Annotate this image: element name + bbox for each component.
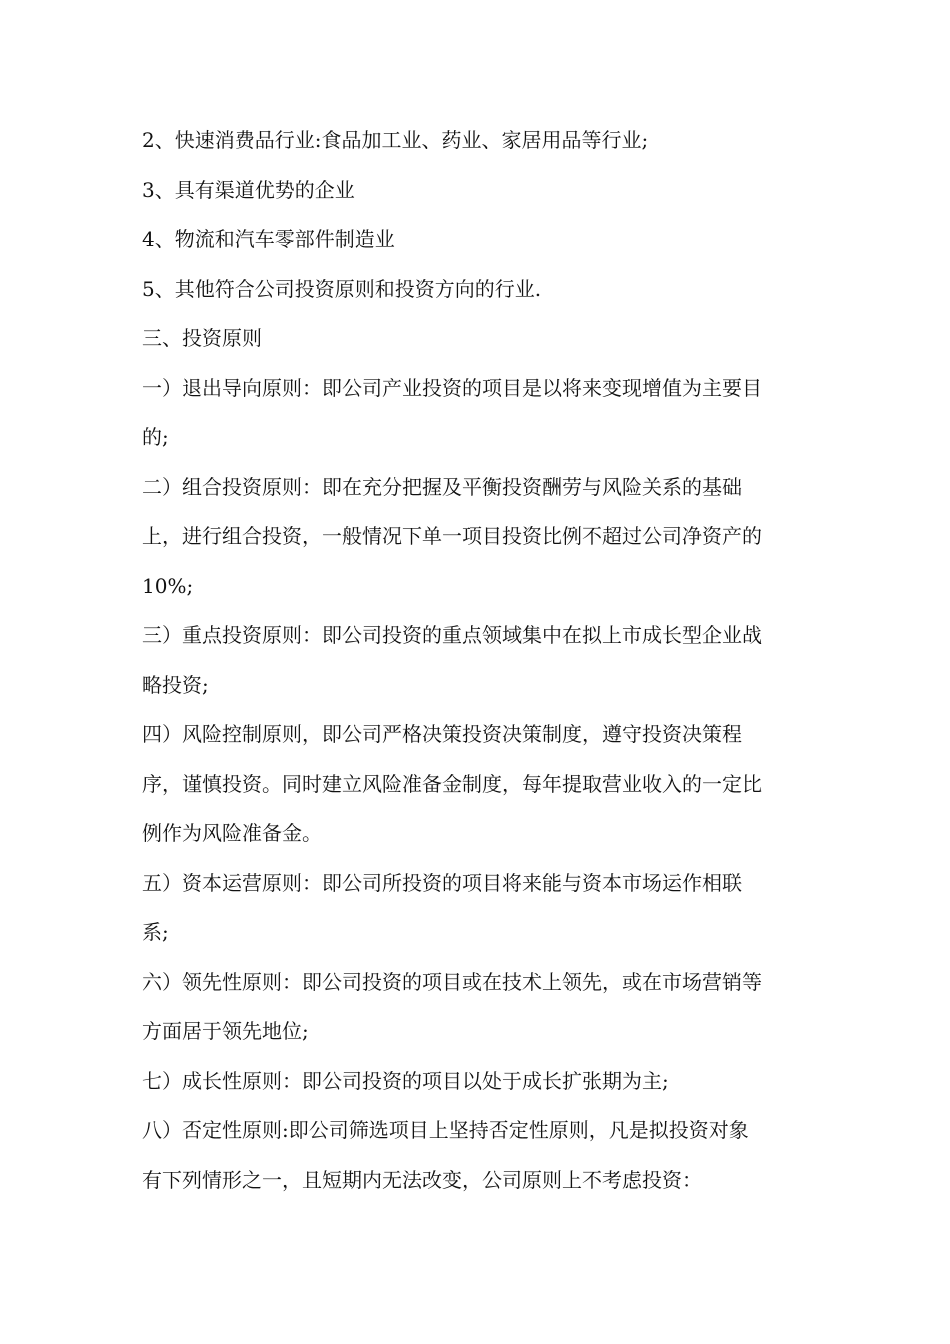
principle-leading-line-1: 六）领先性原则：即公司投资的项目或在技术上领先，或在市场营销等	[142, 969, 762, 994]
principle-exit-oriented-line-1: 一）退出导向原则：即公司产业投资的项目是以将来变现增值为主要目	[142, 375, 762, 400]
principle-growth: 七）成长性原则：即公司投资的项目以处于成长扩张期为主;	[142, 1068, 669, 1093]
principle-focus-line-1: 三）重点投资原则：即公司投资的重点领域集中在拟上市成长型企业战	[142, 623, 762, 647]
principle-portfolio-line-1: 二）组合投资原则：即在充分把握及平衡投资酬劳与风险关系的基础	[142, 474, 742, 499]
list-item-other-industries: 5、其他符合公司投资原则和投资方向的行业.	[142, 276, 542, 301]
list-item-channel-advantage: 3、具有渠道优势的企业	[142, 177, 355, 202]
list-item-logistics-auto-parts: 4、物流和汽车零部件制造业	[142, 227, 395, 251]
principle-focus-line-2: 略投资;	[142, 672, 209, 697]
principle-exit-oriented-line-2: 的;	[142, 425, 169, 449]
principle-negative-line-2: 有下列情形之一，且短期内无法改变，公司原则上不考虑投资：	[142, 1167, 702, 1192]
principle-portfolio-line-2: 上，进行组合投资，一般情况下单一项目投资比例不超过公司净资产的	[142, 524, 762, 548]
list-item-fmcg-industry: 2、快速消费品行业:食品加工业、药业、家居用品等行业;	[142, 128, 649, 152]
principle-portfolio-line-3: 10%;	[142, 573, 194, 598]
principle-risk-control-line-3: 例作为风险准备金。	[142, 821, 322, 845]
principle-risk-control-line-1: 四）风险控制原则，即公司严格决策投资决策制度，遵守投资决策程	[142, 722, 742, 746]
section-heading-investment-principles: 三、投资原则	[142, 326, 262, 350]
principle-negative-line-1: 八）否定性原则:即公司筛选项目上坚持否定性原则，凡是拟投资对象	[142, 1118, 749, 1142]
principle-capital-operation-line-1: 五）资本运营原则：即公司所投资的项目将来能与资本市场运作相联	[142, 870, 742, 895]
principle-capital-operation-line-2: 系;	[142, 920, 169, 944]
document-body	[142, 116, 812, 1205]
principle-leading-line-2: 方面居于领先地位;	[142, 1019, 309, 1043]
principle-risk-control-line-2: 序，谨慎投资。同时建立风险准备金制度，每年提取营业收入的一定比	[142, 771, 762, 796]
